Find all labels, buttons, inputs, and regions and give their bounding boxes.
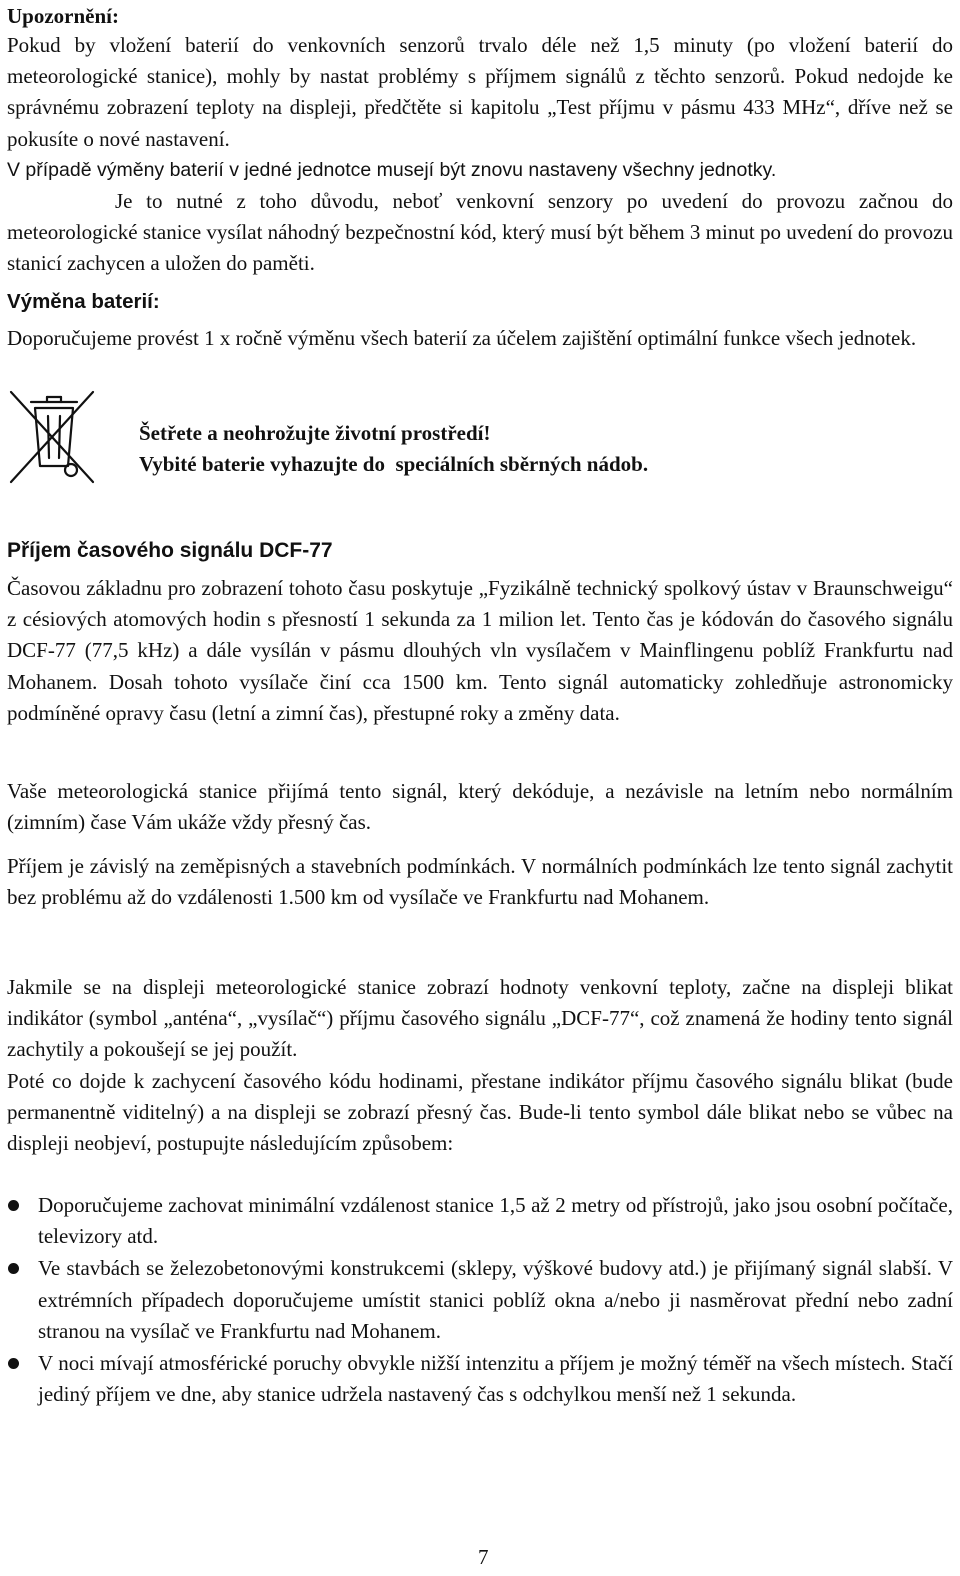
bullet-dot-icon (8, 1358, 19, 1369)
dcf-paragraph-1: Časovou základnu pro zobrazení tohoto času poskytuje „Fyzikálně technický spolkový ústav v Braunschweigu“ z césiových atomových hodin s přesností 1 sekunda za 1 milion let. Tento čas je kódován do časového signálu DCF-77 (77,5 kHz) a dále vysílán v pásmu dlouhých vln vysílačem v Mainflingenu poblíž Frankfurtu nad Mohanem. Dosah tohoto vysílače činí cca 1500 km. Tento signál automaticky zohledňuje astronomicky podmíněné opravy času (letní a zimní čas), přestupné roky a změny data. (7, 576, 953, 725)
eco-warning-line-2: Vybité baterie vyhazujte do speciálních sběrných nádob. (139, 452, 649, 476)
dcf-paragraph-5: Poté co dojde k zachycení časového kódu hodinami, přestane indikátor příjmu časového signálu blikat (bude permanentně viditelný) a na displeji se zobrazí přesný čas. Bude-li tento symbol dále blikat nebo se vůbec na displeji neobjeví, postupujte následujícím způsobem: (7, 1069, 953, 1156)
list-item-text: V noci mívají atmosférické poruchy obvykle nižší intenzitu a příjem je možný téměř na všech místech. Stačí jediný příjem ve dne, aby stanice udržela nastavený čas s odchylkou menší než 1 sekunda. (38, 1351, 953, 1407)
bullet-dot-icon (8, 1200, 19, 1211)
dcf-section-heading: Příjem časového signálu DCF-77 (7, 539, 333, 562)
crossed-out-wheelie-bin-icon (7, 388, 95, 486)
recommendation-list (7, 1190, 953, 1411)
eco-warning-line-1: Šetřete a neohrožujte životní prostředí! (139, 421, 491, 445)
warning-paragraph-2: V případě výměny baterií v jedné jednotce musejí být znovu nastaveny všechny jednotky. (7, 159, 777, 181)
list-item-text: Ve stavbách se železobetonovými konstrukcemi (sklepy, výškové budovy atd.) je přijímaný signál slabší. V extrémních případech doporučujeme umístit stanici poblíž okna a/nebo ji nasměrovat přední nebo zadní stranou na vysílač ve Frankfurtu nad Mohanem. (38, 1256, 953, 1343)
bullet-dot-icon (8, 1263, 19, 1274)
dcf-paragraph-2: Vaše meteorologická stanice přijímá tento signál, který dekóduje, a nezávisle na letním nebo normálním (zimním) čase Vám ukáže vždy přesný čas. (7, 779, 953, 835)
list-item (7, 1253, 953, 1347)
list-item (7, 1348, 953, 1410)
recycling-notice (7, 388, 953, 488)
battery-text: Doporučujeme provést 1 x ročně výměnu všech baterií za účelem zajištění optimální funkce všech jednotek. (7, 326, 917, 350)
dcf-paragraph-4: Jakmile se na displeji meteorologické stanice zobrazí hodnoty venkovní teploty, začne na displeji blikat indikátor (symbol „anténa“, „vysílač“) příjmu časového signálu „DCF-77“, což znamená že hodiny tento signál zachytily a pokoušejí se jej použít. (7, 975, 953, 1062)
dcf-paragraph-3: Příjem je závislý na zeměpisných a stavebních podmínkách. V normálních podmínkách lze tento signál zachytit bez problému až do vzdálenosti 1.500 km od vysílače ve Frankfurtu nad Mohanem. (7, 854, 953, 910)
warning-heading: Upozornění: (7, 4, 119, 28)
warning-paragraph-3: Je to nutné z toho důvodu, neboť venkovní senzory po uvedení do provozu začnou do meteorologické stanice vysílat náhodný bezpečnostní kód, který musí být během 3 minut po uvedení do provozu stanicí zachycen a uložen do paměti. (7, 189, 953, 276)
warning-paragraph-1: Pokud by vložení baterií do venkovních senzorů trvalo déle než 1,5 minuty (po vložení baterií do meteorologické stanice), mohly by nastat problémy s příjmem signálů z těchto senzorů. Pokud nedojde ke správnému zobrazení teploty na displeji, předčtěte si kapitolu „Test příjmu v pásmu 433 MHz“, dříve než se pokusíte o nové nastavení. (7, 33, 953, 151)
page-number: 7 (478, 1545, 489, 1569)
list-item (7, 1190, 953, 1252)
battery-heading: Výměna baterií: (7, 290, 160, 313)
list-item-text: Doporučujeme zachovat minimální vzdálenost stanice 1,5 až 2 metry od přístrojů, jako jsou osobní počítače, televizory atd. (38, 1193, 953, 1249)
